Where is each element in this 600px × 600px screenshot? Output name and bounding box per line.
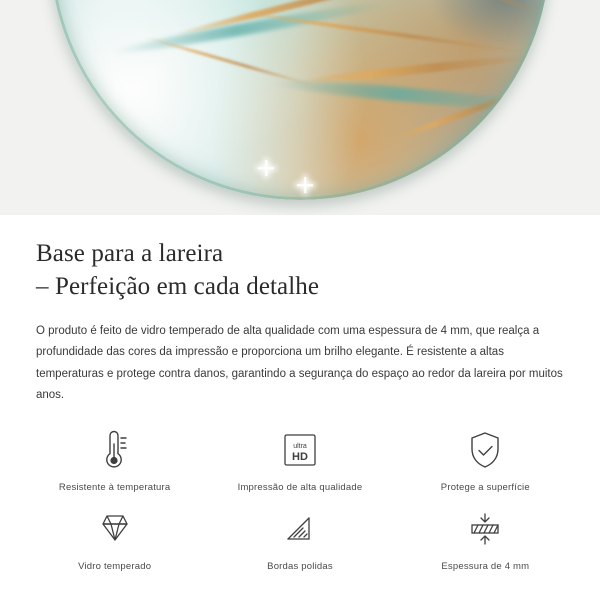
thickness-icon: [462, 507, 508, 553]
feature-item-thickness: [393, 507, 578, 572]
feature-label: Bordas polidas: [267, 561, 333, 573]
ultra-hd-icon: [278, 428, 322, 474]
marble-gold-vein: [143, 35, 317, 87]
feature-grid: [0, 406, 600, 572]
polished-edges-icon: [279, 507, 321, 553]
feature-item-high-quality-print: [207, 428, 392, 493]
feature-item-surface-protection: [393, 428, 578, 493]
marble-gold-vein: [300, 53, 530, 86]
description-content: [0, 215, 600, 406]
feature-item-polished-edges: [207, 507, 392, 572]
page-title-line-1: Base para a lareira: [36, 240, 224, 267]
feature-label: Espessura de 4 mm: [441, 561, 530, 573]
shield-check-icon: [465, 428, 505, 474]
svg-text:ultra: ultra: [293, 443, 307, 451]
page-title: [36, 237, 564, 303]
feature-label: Resistente à temperatura: [58, 482, 171, 494]
page-title-line-2: – Perfeição em cada detalhe: [36, 273, 320, 300]
feature-item-temperature-resistant: [22, 428, 207, 493]
thermometer-icon: [97, 428, 133, 474]
feature-label: Impressão de alta qualidade: [237, 482, 363, 494]
feature-label: Vidro temperado: [78, 561, 152, 573]
diamond-icon: [93, 507, 137, 553]
svg-text:HD: HD: [292, 451, 308, 464]
hero-image: [0, 0, 600, 215]
feature-item-tempered-glass: [22, 507, 207, 572]
description-paragraph: O produto é feito de vidro temperado de alta qualidade com uma espessura de 4 mm, que realça a profundidade das cores da impressão e proporciona um brilho elegante. É resistente a altas temperaturas e protege contra danos, garantindo a segurança do espaço ao redor da lareira por muitos anos.: [36, 325, 563, 401]
feature-label: Protege a superfície: [440, 482, 530, 494]
